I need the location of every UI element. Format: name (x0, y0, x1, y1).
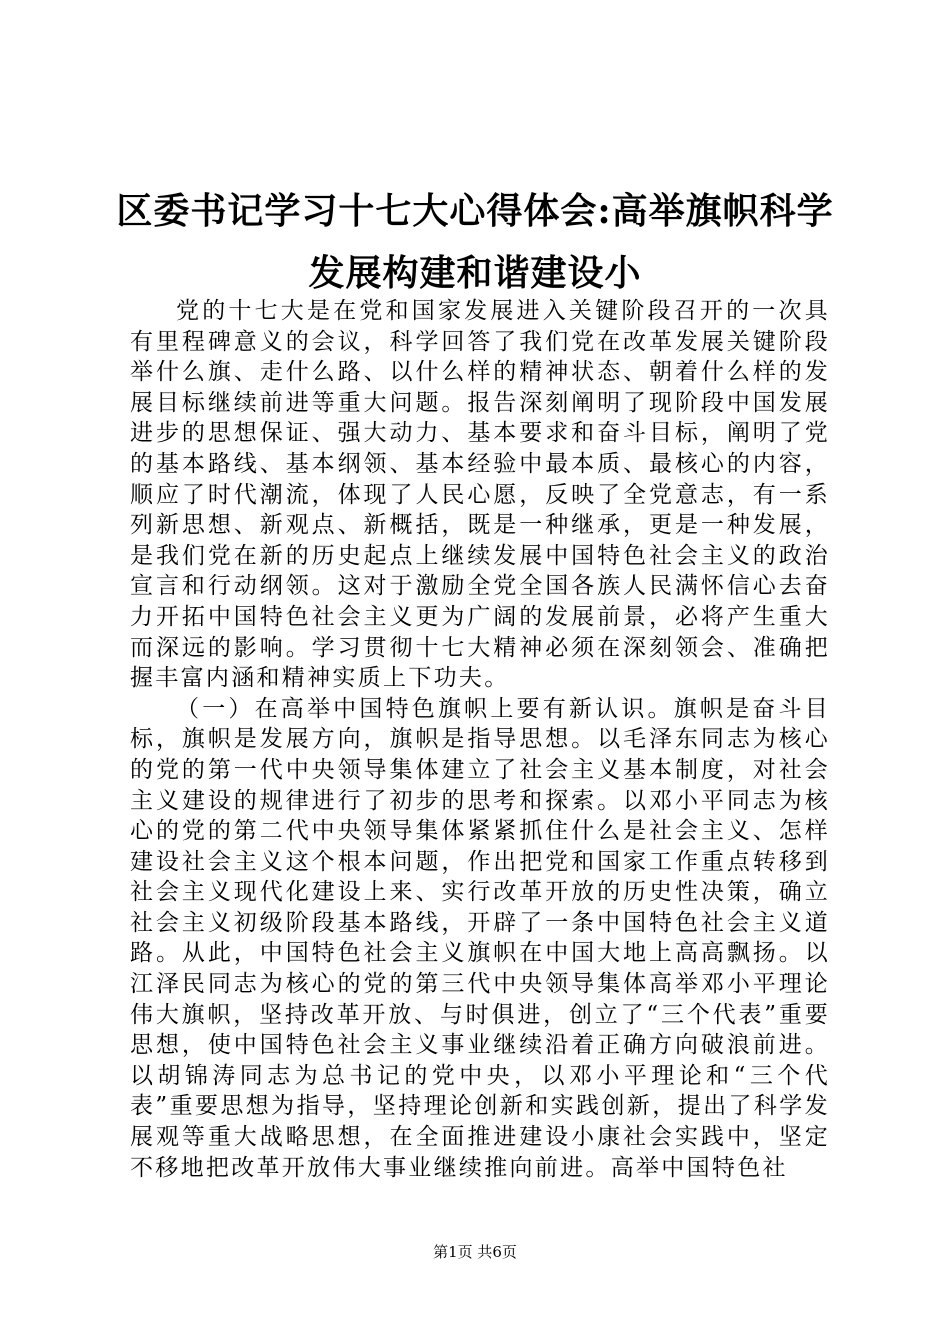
document-title-line-2: 发展构建和谐建设小 (308, 252, 642, 294)
document-body (130, 296, 830, 1183)
paragraph-2: （一）在高举中国特色旗帜上要有新认识。旗帜是奋斗目标，旗帜是发展方向，旗帜是指导思想。以毛泽东同志为核心的党的第一代中央领导集体建立了社会主义基本制度，对社会主义建设的规律进行了初步的思考和探索。以邓小平同志为核心的党的第二代中央领导集体紧紧抓住什么是社会主义、怎样建设社会主义这个根本问题，作出把党和国家工作重点转移到社会主义现代化建设上来、实行改革开放的历史性决策，确立社会主义初级阶段基本路线，开辟了一条中国特色社会主义道路。从此，中国特色社会主义旗帜在中国大地上高高飘扬。以江泽民同志为核心的党的第三代中央领导集体高举邓小平理论伟大旗帜，坚持改革开放、与时俱进，创立了“三个代表”重要思想，使中国特色社会主义事业继续沿着正确方向破浪前进。以胡锦涛同志为总书记的党中央，以邓小平理论和“三个代表”重要思想为指导，坚持理论创新和实践创新，提出了科学发展观等重大战略思想，在全面推进建设小康社会实践中，坚定不移地把改革开放伟大事业继续推向前进。高举中国特色社 (130, 695, 830, 1181)
paragraph-1: 党的十七大是在党和国家发展进入关键阶段召开的一次具有里程碑意义的会议，科学回答了我们党在改革发展关键阶段举什么旗、走什么路、以什么样的精神状态、朝着什么样的发展目标继续前进等重大问题。报告深刻阐明了现阶段中国发展进步的思想保证、强大动力、基本要求和奋斗目标，阐明了党的基本路线、基本纲领、基本经验中最本质、最核心的内容，顺应了时代潮流，体现了人民心愿，反映了全党意志，有一系列新思想、新观点、新概括，既是一种继承，更是一种发展，是我们党在新的历史起点上继续发展中国特色社会主义的政治宣言和行动纲领。这对于激励全党全国各族人民满怀信心去奋力开拓中国特色社会主义更为广阔的发展前景，必将产生重大而深远的影响。学习贯彻十七大精神必须在深刻领会、准确把握丰富内涵和精神实质上下功夫。 (130, 298, 830, 692)
document-title-line-1: 区委书记学习十七大心得体会:高举旗帜科学 (116, 190, 834, 232)
page-number-footer: 第1页 共6页 (433, 1243, 517, 1261)
